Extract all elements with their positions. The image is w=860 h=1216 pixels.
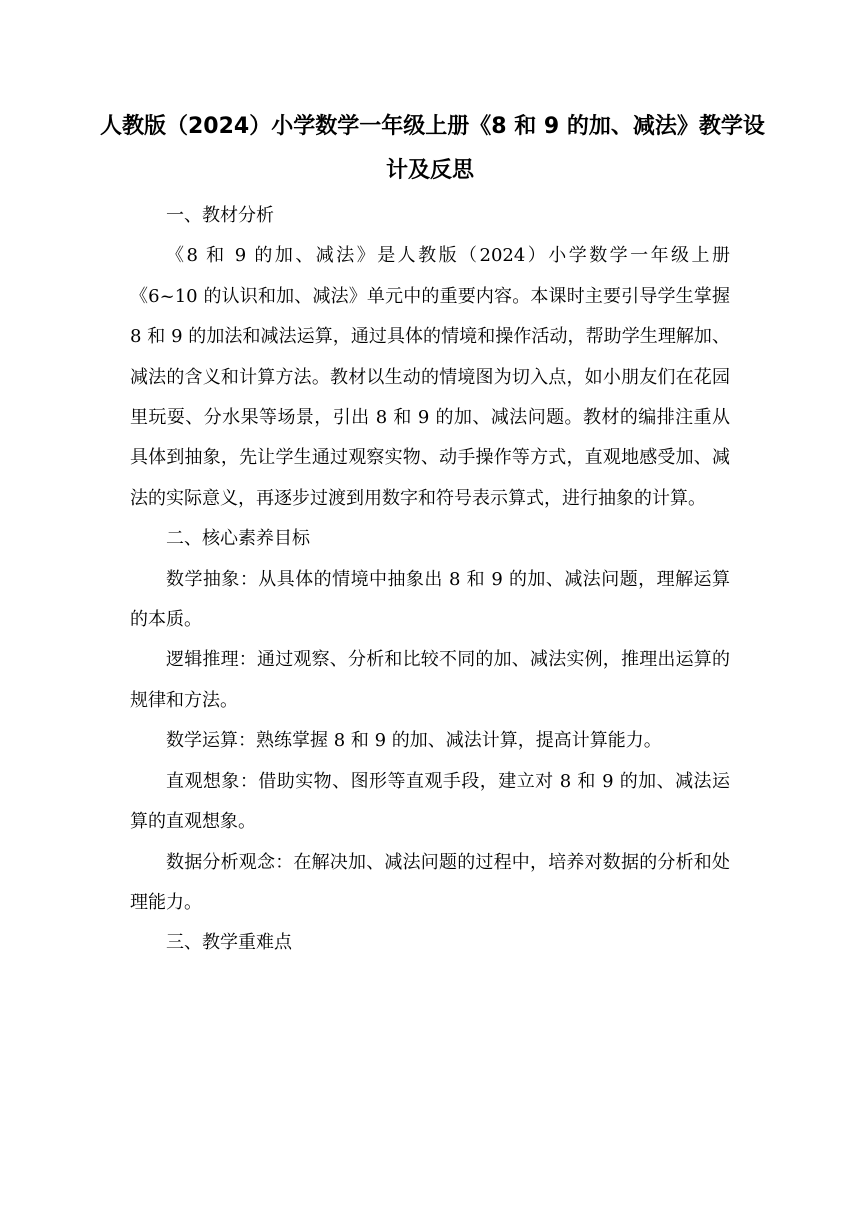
- title-line-2: 计及反思: [385, 158, 474, 183]
- document-title: [100, 105, 765, 193]
- section-heading-key-difficulties: 三、教学重难点: [166, 932, 292, 954]
- paragraph-textbook-analysis: 《8 和 9 的加、减法》是人教版（2024）小学数学一年级上册《6~10 的认识和加、减法》单元中的重要内容。本课时主要引导学生掌握 8 和 9 的加法和减法运算，通过具体的情境和操作活动，帮助学生理解加、减法的含义和计算方法。教材以生动的情境图为切入点，如小朋友们在花园里玩耍、分水果等场景，引出 8 和 9 的加、减法问题。教材的编排注重从具体到抽象，先让学生通过观察实物、动手操作等方式，直观地感受加、减法的实际意义，再逐步过渡到用数字和符号表示算式，进行抽象的计算。: [130, 245, 730, 509]
- paragraph-math-operation: 数学运算：熟练掌握 8 和 9 的加、减法计算，提高计算能力。: [166, 730, 662, 752]
- paragraph-visual-imagination: 直观想象：借助实物、图形等直观手段，建立对 8 和 9 的加、减法运算的直观想象。: [130, 770, 730, 833]
- paragraph-data-analysis: 数据分析观念：在解决加、减法问题的过程中，培养对数据的分析和处理能力。: [130, 851, 730, 913]
- section-heading-textbook-analysis: 一、教材分析: [166, 205, 274, 226]
- document-body: [130, 196, 730, 964]
- paragraph-logical-reasoning: 逻辑推理：通过观察、分析和比较不同的加、减法实例，推理出运算的规律和方法。: [130, 649, 730, 711]
- paragraph-math-abstraction: 数学抽象：从具体的情境中抽象出 8 和 9 的加、减法问题，理解运算的本质。: [130, 568, 730, 631]
- title-line-1: 人教版（2024）小学数学一年级上册《8 和 9 的加、减法》教学设: [100, 114, 765, 139]
- section-heading-core-goals: 二、核心素养目标: [166, 528, 310, 550]
